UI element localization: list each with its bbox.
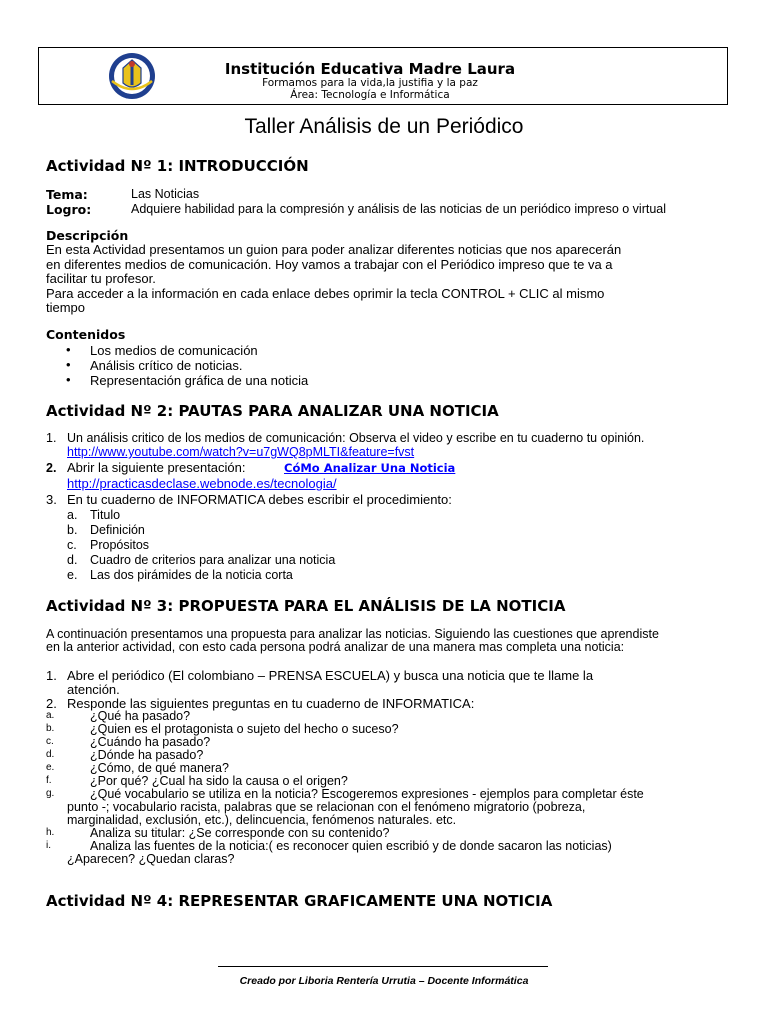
question-item: ¿Qué ha pasado? bbox=[90, 709, 191, 723]
contenidos-label: Contenidos bbox=[46, 327, 126, 342]
sub-item: Propósitos bbox=[90, 538, 150, 552]
footer-credit: Creado por Liboria Rentería Urrutia – Docente Informática bbox=[239, 975, 529, 987]
bullet-icon: • bbox=[66, 357, 71, 372]
question-item: ¿Qué vocabulario se utiliza en la noticia? Escogeremos expresiones - ejemplos para completar éste bbox=[90, 787, 644, 801]
description-line: en diferentes medios de comunicación. Hoy vamos a trabajar con el Periódico impreso que te va a bbox=[46, 257, 613, 272]
question-letter: d. bbox=[46, 749, 55, 760]
bullet-icon: • bbox=[66, 342, 71, 357]
list-item-text: En tu cuaderno de INFORMATICA debes escribir el procedimiento: bbox=[67, 492, 452, 507]
sub-letter: b. bbox=[67, 523, 78, 537]
list-number: 1. bbox=[46, 668, 57, 683]
sub-item: Las dos pirámides de la noticia corta bbox=[90, 568, 293, 582]
question-item: ¿Quien es el protagonista o sujeto del hecho o suceso? bbox=[90, 722, 399, 736]
list-item-text: Abre el periódico (El colombiano – PRENSA ESCUELA) y busca una noticia que te llame la bbox=[67, 668, 594, 683]
school-motto: Formamos para la vida,la justifia y la paz bbox=[262, 77, 478, 89]
description-line: facilitar tu profesor. bbox=[46, 271, 156, 286]
list-number: 1. bbox=[46, 431, 57, 445]
question-item: Analiza las fuentes de la noticia:( es reconocer quien escribió y de donde sacaron las noticias) bbox=[90, 839, 612, 853]
logro-label: Logro: bbox=[46, 202, 92, 217]
school-name: Institución Educativa Madre Laura bbox=[224, 60, 516, 78]
content-item: Representación gráfica de una noticia bbox=[90, 373, 309, 388]
footer-rule bbox=[218, 966, 548, 967]
question-item: Analiza su titular: ¿Se corresponde con su contenido? bbox=[90, 826, 390, 840]
list-item-text: Un análisis critico de los medios de comunicación: Observa el video y escribe en tu cuaderno tu opinión. bbox=[67, 431, 645, 445]
list-item-text: Abrir la siguiente presentación: bbox=[67, 460, 246, 475]
activity-3-heading: Actividad Nº 3: PROPUESTA PARA EL ANÁLISIS DE LA NOTICIA bbox=[46, 597, 566, 615]
list-item-text: Responde las siguientes preguntas en tu cuaderno de INFORMATICA: bbox=[67, 696, 475, 711]
sub-letter: c. bbox=[67, 538, 77, 552]
question-letter: h. bbox=[46, 827, 55, 838]
question-letter: a. bbox=[46, 710, 55, 721]
sub-item: Cuadro de criterios para analizar una noticia bbox=[90, 553, 336, 567]
question-item: ¿Cómo, de qué manera? bbox=[90, 761, 229, 775]
school-crest-logo bbox=[107, 51, 157, 101]
activity-2-heading: Actividad Nº 2: PAUTAS PARA ANALIZAR UNA NOTICIA bbox=[46, 402, 499, 420]
bullet-icon: • bbox=[66, 372, 71, 387]
sub-letter: d. bbox=[67, 553, 78, 567]
document-title: Taller Análisis de un Periódico bbox=[244, 115, 524, 138]
question-letter: g. bbox=[46, 788, 55, 799]
question-letter: e. bbox=[46, 762, 55, 773]
list-number: 2. bbox=[46, 696, 57, 711]
description-line: tiempo bbox=[46, 300, 86, 315]
content-item: Análisis crítico de noticias. bbox=[90, 358, 243, 373]
question-item: ¿Por qué? ¿Cual ha sido la causa o el origen? bbox=[90, 774, 348, 788]
description-line: En esta Actividad presentamos un guion para poder analizar diferentes noticias que nos aparecerán bbox=[46, 242, 622, 257]
question-letter: i. bbox=[46, 840, 51, 851]
activity-4-heading: Actividad Nº 4: REPRESENTAR GRAFICAMENTE UNA NOTICIA bbox=[46, 892, 553, 910]
tema-value: Las Noticias bbox=[131, 187, 200, 201]
intro-line: en la anterior actividad, con esto cada persona podrá analizar de una manera mas completa una noticia: bbox=[46, 640, 625, 654]
list-item-text: atención. bbox=[67, 682, 120, 697]
list-number: 3. bbox=[46, 492, 57, 507]
question-letter: b. bbox=[46, 723, 55, 734]
question-continuation: punto -; vocabulario racista, palabras que se relacionan con el fenómeno migratorio (pobreza, bbox=[67, 800, 586, 814]
sub-item: Titulo bbox=[90, 508, 121, 522]
subject-area: Área: Tecnología e Informática bbox=[290, 89, 450, 101]
question-item: ¿Dónde ha pasado? bbox=[90, 748, 204, 762]
sub-letter: a. bbox=[67, 508, 78, 522]
sub-letter: e. bbox=[67, 568, 78, 582]
activity-1-heading: Actividad Nº 1: INTRODUCCIÓN bbox=[46, 157, 309, 175]
intro-line: A continuación presentamos una propuesta para analizar las noticias. Siguiendo las cuestiones que aprendiste bbox=[46, 627, 659, 641]
list-number: 2. bbox=[46, 461, 57, 475]
content-item: Los medios de comunicación bbox=[90, 343, 258, 358]
description-line: Para acceder a la información en cada enlace debes oprimir la tecla CONTROL + CLIC al mismo bbox=[46, 286, 605, 301]
question-letter: c. bbox=[46, 736, 54, 747]
tema-label: Tema: bbox=[46, 187, 88, 202]
logro-value: Adquiere habilidad para la compresión y análisis de las noticias de un periódico impreso o virtual bbox=[131, 202, 667, 216]
practicas-link[interactable]: http://practicasdeclase.webnode.es/tecnologia/ bbox=[67, 476, 337, 491]
descripcion-label: Descripción bbox=[46, 228, 129, 243]
sub-item: Definición bbox=[90, 523, 145, 537]
question-continuation: ¿Aparecen? ¿Quedan claras? bbox=[67, 852, 235, 866]
question-item: ¿Cuándo ha pasado? bbox=[90, 735, 211, 749]
youtube-link[interactable]: http://www.youtube.com/watch?v=u7gWQ8pMLTI&feature=fvst bbox=[67, 445, 415, 459]
presentation-link[interactable]: CóMo Analizar Una Noticia bbox=[284, 461, 456, 475]
question-letter: f. bbox=[46, 775, 52, 786]
question-continuation: marginalidad, exclusión, etc.), delincuencia, fenómenos naturales. etc. bbox=[67, 813, 457, 827]
